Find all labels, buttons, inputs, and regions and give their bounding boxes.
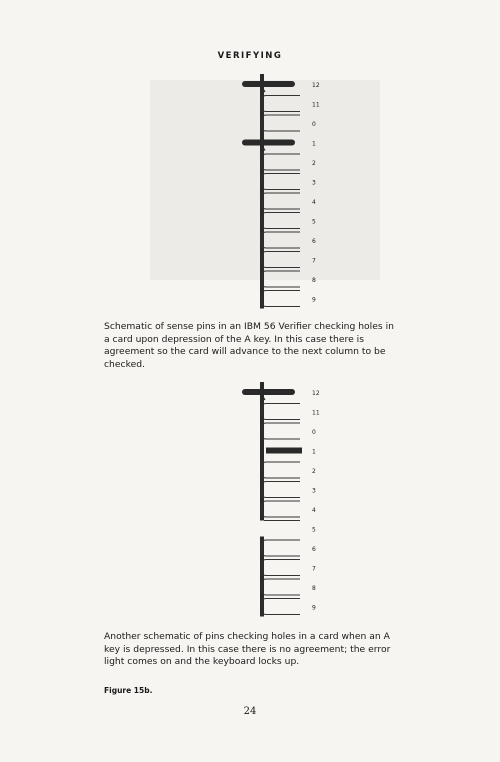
pin-loop <box>262 96 300 112</box>
bottom-pin-row-7 <box>262 560 316 576</box>
caption-bottom: Another schematic of pins checking holes in a card when an A key is depressed. In this case there is no agreement; the error light comes on and the keyboard locks up. <box>104 631 391 667</box>
pin-loop <box>262 482 300 498</box>
pin-loop <box>262 154 300 170</box>
bottom-pin-row-0 <box>262 423 316 439</box>
pin-loop <box>262 213 300 229</box>
pin-label: 6 <box>312 546 316 553</box>
pin-loop <box>262 252 300 268</box>
pin-loop <box>262 232 300 248</box>
top-pin-row-2 <box>262 154 316 170</box>
sense-pin-diagram-top <box>0 70 500 320</box>
pin-loop <box>262 291 300 307</box>
pin-loop <box>262 560 300 576</box>
pin-label: 11 <box>312 409 320 417</box>
bottom-pin-row-12 <box>245 390 320 400</box>
bottom-pin-row-4 <box>262 501 316 517</box>
pin-label: 12 <box>312 82 320 89</box>
top-pin-row-6 <box>262 232 316 248</box>
pin-label: 4 <box>312 199 316 206</box>
top-pin-row-0 <box>262 115 316 131</box>
bottom-pin-row-9 <box>262 599 316 615</box>
pin-label: 8 <box>312 277 316 284</box>
pin-loop <box>262 501 300 517</box>
top-pin-row-5 <box>262 213 316 229</box>
pin-loop <box>262 423 300 439</box>
pin-loop <box>262 540 300 556</box>
pin-label: 9 <box>312 604 316 612</box>
top-pin-row-12 <box>245 82 320 92</box>
pin-label: 9 <box>312 296 316 304</box>
bottom-pin-row-8 <box>262 579 316 595</box>
pin-loop <box>262 174 300 190</box>
pin-label: 12 <box>312 390 320 397</box>
top-pin-row-8 <box>262 271 316 287</box>
sense-pin-diagram-bottom <box>0 378 500 628</box>
pin-loop <box>262 271 300 287</box>
top-pin-row-1 <box>245 141 316 151</box>
pin-label: 7 <box>312 565 316 573</box>
pin-label: 0 <box>312 429 316 436</box>
pin-label: 11 <box>312 101 320 109</box>
bottom-pin-row-1 <box>266 449 316 456</box>
pin-label: 8 <box>312 585 316 592</box>
top-pin-row-9 <box>262 291 316 307</box>
pin-label: 4 <box>312 507 316 514</box>
page-number: 24 <box>243 706 257 717</box>
top-pin-row-3 <box>262 174 316 190</box>
bottom-pin-row-2 <box>262 462 316 478</box>
caption-top: Schematic of sense pins in an IBM 56 Verifier checking holes in a card upon depression of the A key. In this case there is agreement so the card will advance to the next column to be checked. <box>104 321 394 370</box>
top-pin-row-4 <box>262 193 316 209</box>
pin-label: 2 <box>312 160 316 167</box>
pin-loop <box>262 404 300 420</box>
pin-label: 5 <box>312 218 316 226</box>
pin-label: 2 <box>312 468 316 475</box>
figure-label: Figure 15b. <box>104 686 153 695</box>
bottom-pin-row-3 <box>262 482 316 498</box>
pin-loop <box>262 193 300 209</box>
pin-label: 6 <box>312 238 316 245</box>
pin-loop <box>262 579 300 595</box>
pin-label: 5 <box>312 526 316 534</box>
pin-loop <box>262 115 300 131</box>
pin-loop <box>262 599 300 615</box>
pin-label: 0 <box>312 121 316 128</box>
pin-label: 1 <box>312 448 316 456</box>
top-pin-row-7 <box>262 252 316 268</box>
pin-label: 7 <box>312 257 316 265</box>
bottom-pin-row-11 <box>262 404 320 420</box>
bottom-pin-row-5 <box>264 521 316 534</box>
sense-pin-svg-bottom <box>0 378 500 628</box>
pin-loop <box>262 462 300 478</box>
pin-label: 1 <box>312 140 316 148</box>
page-title: VERIFYING <box>217 51 283 61</box>
pin-label: 3 <box>312 487 316 495</box>
sense-pin-svg-top <box>0 70 500 320</box>
top-pin-row-11 <box>262 96 320 112</box>
bottom-pin-row-6 <box>262 540 316 556</box>
pin-label: 3 <box>312 179 316 187</box>
